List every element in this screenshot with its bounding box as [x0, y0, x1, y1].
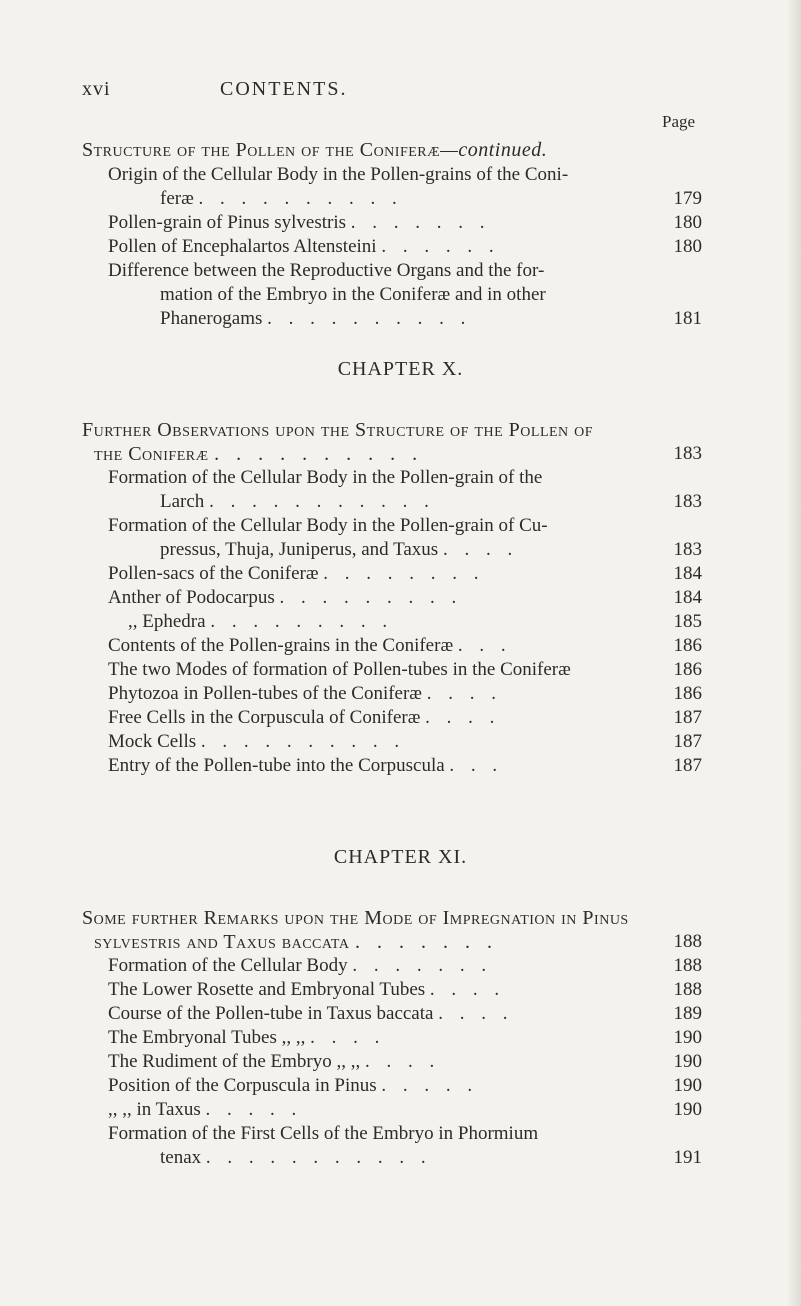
toc-entry[interactable]: Difference between the Reproductive Organs and the for- mation of the Embryo in the Coniferæ and in other Phanerogams . . . . . . . . . . 181: [108, 260, 702, 329]
toc-entry[interactable]: Entry of the Pollen-tube into the Corpuscula . . . 187: [108, 755, 702, 776]
toc-page-number: 185: [673, 611, 702, 632]
chapter-title[interactable]: Further Observations upon the Structure of the Pollen of the Coniferæ . . . . . . . . . . 183: [82, 419, 702, 465]
section-title: Structure of the Pollen of the Coniferæ—continued.: [82, 139, 548, 161]
section-structure-pollen: [82, 138, 702, 331]
toc-page-number: 183: [673, 443, 702, 464]
toc-page-number: 183: [673, 491, 702, 512]
toc-page-number: 190: [673, 1051, 702, 1072]
toc-entry[interactable]: Free Cells in the Corpuscula of Coniferæ . . . . 187: [108, 707, 702, 728]
toc-entry[interactable]: ,, Ephedra . . . . . . . . . 185: [128, 611, 702, 632]
toc-entry[interactable]: Pollen of Encephalartos Altensteini . . . . . . 180: [108, 236, 702, 257]
toc-entry[interactable]: Phytozoa in Pollen-tubes of the Coniferæ . . . . 186: [108, 683, 702, 704]
toc-page-number: 187: [673, 755, 702, 776]
toc-entry[interactable]: Formation of the Cellular Body in the Pollen-grain of the Larch . . . . . . . . . . . 183: [108, 467, 702, 512]
toc-page-number: 187: [673, 707, 702, 728]
toc-entry[interactable]: Anther of Podocarpus . . . . . . . . . 184: [108, 587, 702, 608]
page-number: xvi: [82, 78, 111, 100]
toc-entry[interactable]: Formation of the Cellular Body in the Pollen-grain of Cu- pressus, Thuja, Juniperus, and Taxus . . . . 183: [108, 515, 702, 560]
toc-page-number: 180: [673, 236, 702, 257]
toc-page-number: 184: [673, 587, 702, 608]
toc-page-number: 189: [673, 1003, 702, 1024]
toc-page-number: 186: [673, 683, 702, 704]
toc-entry[interactable]: Formation of the Cellular Body . . . . . . . 188: [108, 955, 702, 976]
toc-entry[interactable]: Course of the Pollen-tube in Taxus baccata . . . . 189: [108, 1003, 702, 1024]
chapter-heading: CHAPTER XI.: [333, 846, 468, 868]
chapter-10-contents: [82, 418, 702, 778]
toc-entry[interactable]: Contents of the Pollen-grains in the Coniferæ . . . 186: [108, 635, 702, 656]
toc-page-number: 183: [673, 539, 702, 560]
chapter-11-contents: [82, 906, 702, 1170]
toc-entry[interactable]: Formation of the First Cells of the Embryo in Phormium tenax . . . . . . . . . . . 191: [108, 1123, 702, 1168]
toc-entry[interactable]: The Rudiment of the Embryo ,, ,, . . . . 190: [108, 1051, 702, 1072]
toc-page-number: 181: [673, 308, 702, 329]
chapter-heading: CHAPTER X.: [337, 358, 464, 380]
toc-page-number: 187: [673, 731, 702, 752]
toc-entry[interactable]: Pollen-grain of Pinus sylvestris . . . . . . . 180: [108, 212, 702, 233]
running-title: CONTENTS.: [220, 78, 348, 100]
toc-entry[interactable]: ,, ,, in Taxus . . . . . 190: [108, 1099, 702, 1120]
toc-entry[interactable]: Position of the Corpuscula in Pinus . . . . . 190: [108, 1075, 702, 1096]
toc-entry[interactable]: The Lower Rosette and Embryonal Tubes . . . . 188: [108, 979, 702, 1000]
page-column-label: Page: [662, 112, 696, 131]
toc-entry[interactable]: Pollen-sacs of the Coniferæ . . . . . . . . 184: [108, 563, 702, 584]
toc-page-number: 188: [673, 931, 702, 952]
chapter-title[interactable]: Some further Remarks upon the Mode of Impregnation in Pinus sylvestris and Taxus baccata . . . . . . . 188: [82, 907, 702, 953]
toc-page-number: 186: [673, 659, 702, 680]
toc-page-number: 188: [673, 979, 702, 1000]
toc-page-number: 184: [673, 563, 702, 584]
toc-page-number: 188: [673, 955, 702, 976]
page-edge-shadow: [787, 0, 801, 1306]
toc-page-number: 186: [673, 635, 702, 656]
toc-page-number: 180: [673, 212, 702, 233]
toc-entry[interactable]: Origin of the Cellular Body in the Pollen-grains of the Coni- feræ . . . . . . . . . . 179: [108, 164, 702, 209]
toc-entry[interactable]: Mock Cells . . . . . . . . . . 187: [108, 731, 702, 752]
toc-page-number: 190: [673, 1099, 702, 1120]
toc-page-number: 179: [673, 188, 702, 209]
toc-page-number: 190: [673, 1075, 702, 1096]
toc-page-number: 191: [673, 1147, 702, 1168]
toc-entry[interactable]: The Embryonal Tubes ,, ,, . . . . 190: [108, 1027, 702, 1048]
toc-entry[interactable]: The two Modes of formation of Pollen-tubes in the Coniferæ 186: [108, 659, 702, 680]
toc-page-number: 190: [673, 1027, 702, 1048]
